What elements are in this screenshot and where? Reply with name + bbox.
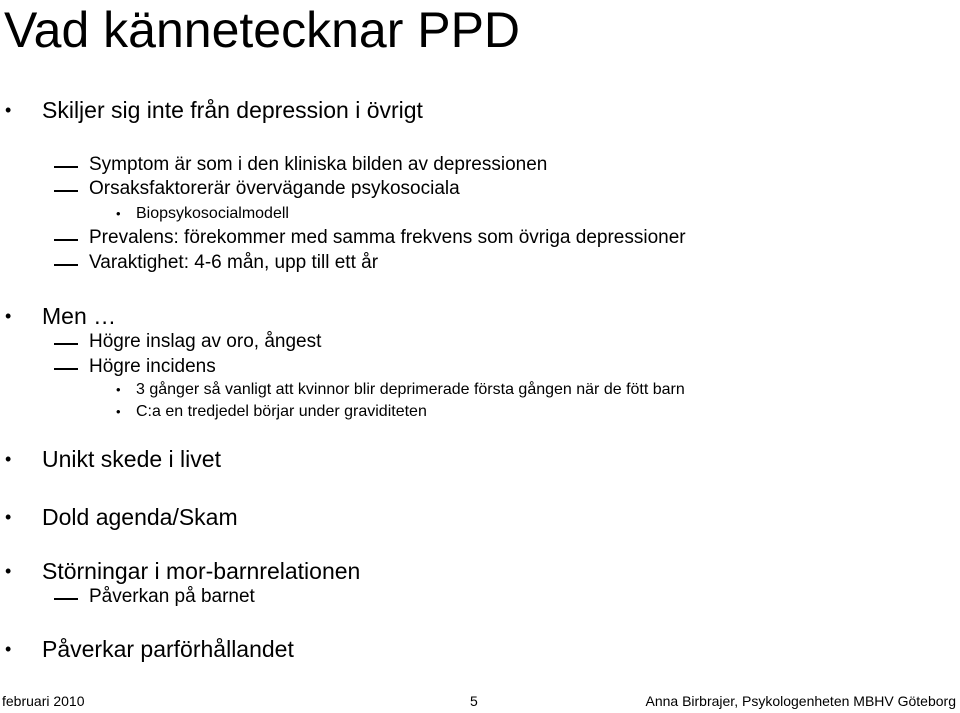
sub-sub-item-text: 3 gånger så vanligt att kvinnor blir deprimerade första gången när de fött barn (136, 381, 685, 398)
footer-author: Anna Birbrajer, Psykologenheten MBHV Göteborg (645, 693, 956, 709)
dash-icon (54, 343, 78, 345)
slide-title: Vad kännetecknar PPD (4, 2, 521, 58)
sub-item-text: Prevalens: förekommer med samma frekvens som övriga depressioner (89, 227, 686, 248)
sub-sub-item-text: Biopsykosocialmodell (136, 205, 289, 222)
bullet-text: Skiljer sig inte från depression i övrigt (42, 97, 423, 123)
dash-icon (54, 368, 78, 370)
bullet-icon: • (5, 507, 12, 527)
bullet-icon: • (5, 100, 12, 120)
dash-icon (54, 264, 78, 266)
bullet-text: Dold agenda/Skam (42, 504, 238, 530)
bullet-icon: • (5, 639, 12, 659)
footer-page-number: 5 (470, 693, 478, 709)
sub-item-text: Orsaksfaktorerär övervägande psykosociala (89, 178, 460, 199)
bullet-icon: • (5, 449, 12, 469)
bullet-icon: • (116, 404, 121, 419)
bullet-text: Störningar i mor-barnrelationen (42, 558, 361, 584)
dash-icon (54, 190, 78, 192)
bullet-text: Men … (42, 303, 117, 329)
bullet-icon: • (5, 561, 12, 581)
dash-icon (54, 239, 78, 241)
sub-item-text: Varaktighet: 4-6 mån, upp till ett år (89, 252, 379, 273)
sub-item-text: Högre inslag av oro, ångest (89, 331, 322, 352)
sub-item-text: Symptom är som i den kliniska bilden av depressionen (89, 154, 548, 175)
bullet-text: Påverkar parförhållandet (42, 636, 294, 662)
bullet-icon: • (116, 382, 121, 397)
bullet-text: Unikt skede i livet (42, 446, 221, 472)
sub-item-text: Högre incidens (89, 356, 216, 377)
sub-item-text: Påverkan på barnet (89, 586, 255, 607)
footer-date: februari 2010 (2, 693, 85, 709)
sub-sub-item-text: C:a en tredjedel börjar under graviditeten (136, 403, 427, 420)
bullet-icon: • (5, 306, 12, 326)
bullet-icon: • (116, 206, 121, 221)
dash-icon (54, 166, 78, 168)
dash-icon (54, 598, 78, 600)
